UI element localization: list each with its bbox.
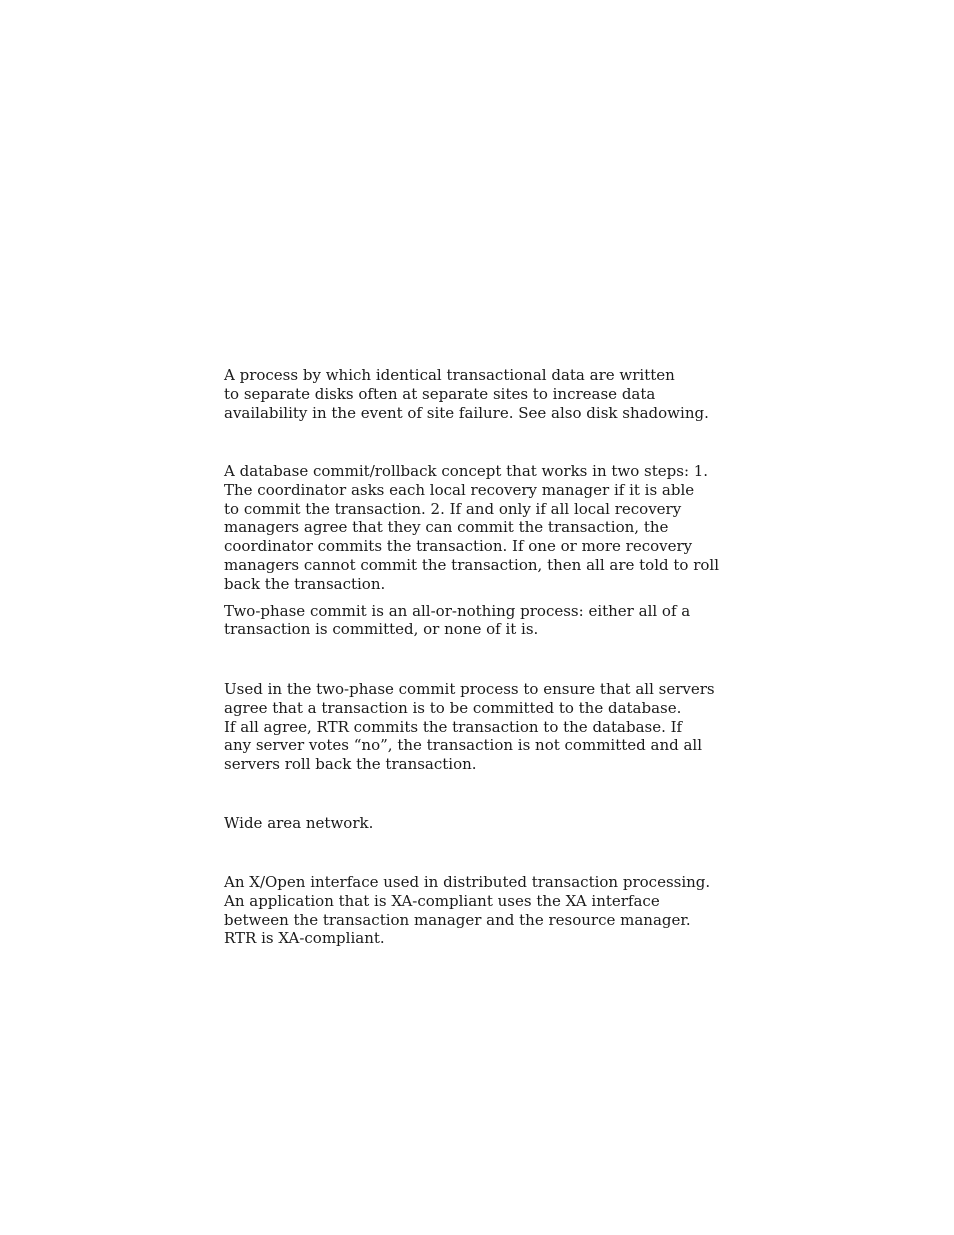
definition-paragraph — [224, 462, 719, 594]
text-line: RTR is XA-compliant. — [224, 929, 385, 948]
definition-paragraph — [224, 873, 714, 948]
text-line: A database commit/rollback concept that works in two steps: 1. — [224, 462, 709, 480]
text-line: back the transaction. — [224, 574, 386, 593]
text-line: Wide area network. — [224, 814, 374, 832]
glossary-entry-wan — [224, 814, 714, 833]
text-line: An application that is XA-compliant uses the XA interface — [224, 891, 660, 910]
text-line: agree that a transaction is to be committed to the database. — [224, 698, 682, 717]
glossary-entry-xa — [224, 873, 714, 948]
text-line: If all agree, RTR commits the transaction to the database. If — [224, 717, 683, 736]
text-line: availability in the event of site failure. See also disk shadowing. — [224, 403, 709, 422]
text-line: to separate disks often at separate sites to increase data — [224, 384, 656, 403]
text-line: Used in the two-phase commit process to ensure that all servers — [224, 680, 715, 698]
text-line: coordinator commits the transaction. If one or more recovery — [224, 537, 693, 556]
definition-paragraph — [224, 602, 714, 640]
definition-paragraph — [224, 366, 714, 422]
text-line: An X/Open interface used in distributed transaction processing. — [224, 873, 711, 891]
glossary-entry-two-phase-commit — [224, 462, 719, 639]
text-line: The coordinator asks each local recovery manager if it is able — [224, 480, 695, 499]
definition-paragraph — [224, 680, 714, 774]
text-line: managers cannot commit the transaction, then all are told to roll — [224, 555, 719, 574]
definition-paragraph — [224, 814, 714, 833]
glossary-entry-shadowing — [224, 366, 714, 422]
text-line: servers roll back the transaction. — [224, 755, 477, 774]
text-line: Two-phase commit is an all-or-nothing process: either all of a — [224, 601, 691, 620]
text-line: between the transaction manager and the resource manager. — [224, 910, 691, 929]
text-line: to commit the transaction. 2. If and only if all local recovery — [224, 499, 682, 518]
text-line: transaction is committed, or none of it is. — [224, 620, 539, 639]
text-line: A process by which identical transactional data are written — [224, 366, 675, 384]
text-line: managers agree that they can commit the transaction, the — [224, 518, 669, 537]
glossary-entry-vote — [224, 680, 714, 774]
text-line: any server votes “no”, the transaction is not committed and all — [224, 736, 703, 755]
